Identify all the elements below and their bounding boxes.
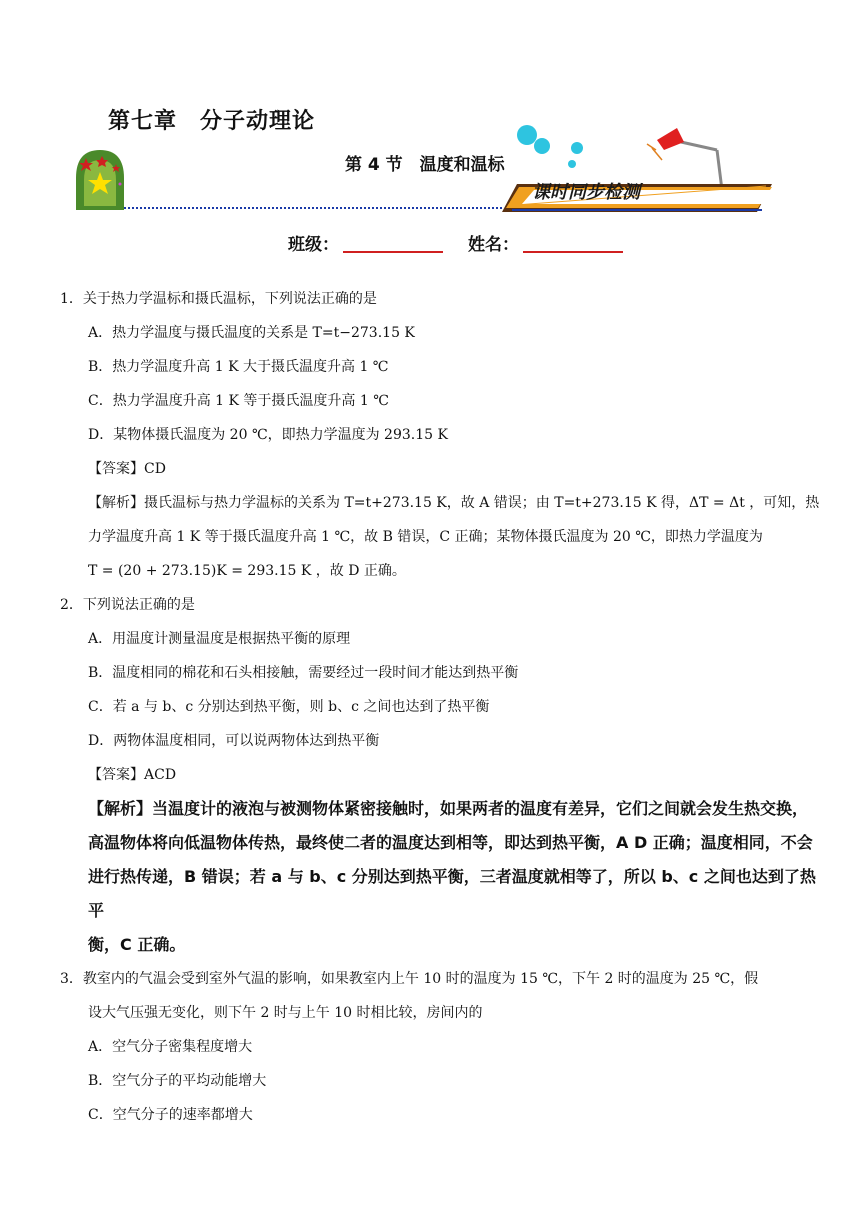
q3-option-a: A．空气分子密集程度增大 bbox=[88, 1039, 253, 1055]
name-label: 姓名： bbox=[468, 235, 519, 255]
q1-option-a: A．热力学温度与摄氏温度的关系是 T=t−273.15 K bbox=[88, 325, 415, 341]
q2-stem: 2．下列说法正确的是 bbox=[60, 597, 195, 613]
question-list bbox=[60, 282, 830, 1132]
q1-option-c: C．热力学温度升高 1 K 等于摄氏温度升高 1 ℃ bbox=[88, 393, 389, 409]
q2-answer: 【答案】ACD bbox=[88, 767, 177, 783]
q1-explanation-line3: T = (20 + 273.15)K = 293.15 K ，故 D 正确。 bbox=[88, 563, 406, 579]
q2-explanation-line3: 进行热传递，B 错误；若 a 与 b、c 分别达到热平衡，三者温度就相等了，所以 b、c 之间也达到了热平 bbox=[88, 867, 816, 920]
q1-option-b: B．热力学温度升高 1 K 大于摄氏温度升高 1 ℃ bbox=[88, 359, 389, 375]
q1-option-d: D．某物体摄氏温度为 20 ℃，即热力学温度为 293.15 K bbox=[88, 427, 448, 443]
section-title: 第 4 节 温度和温标 bbox=[345, 155, 505, 175]
q3-stem-line2: 设大气压强无变化，则下午 2 时与上午 10 时相比较，房间内的 bbox=[88, 1005, 483, 1021]
q3-option-b: B．空气分子的平均动能增大 bbox=[88, 1073, 267, 1089]
q3-option-c: C．空气分子的速率都增大 bbox=[88, 1107, 253, 1123]
q2-explanation-line4: 衡，C 正确。 bbox=[88, 935, 186, 954]
desk-lamp-icon bbox=[647, 128, 722, 190]
class-blank[interactable] bbox=[343, 235, 443, 253]
name-field bbox=[468, 230, 623, 255]
q3-stem-line1: 3．教室内的气温会受到室外气温的影响，如果教室内上午 10 时的温度为 15 ℃，下午 2 时的温度为 25 ℃，假 bbox=[60, 971, 759, 987]
q2-option-a: A．用温度计测量温度是根据热平衡的原理 bbox=[88, 631, 351, 647]
q1-answer: 【答案】CD bbox=[88, 461, 166, 477]
q2-explanation-line1: 【解析】当温度计的液泡与被测物体紧密接触时，如果两者的温度有差异，它们之间就会发生热交换， bbox=[88, 799, 809, 818]
bubbles-icon bbox=[517, 125, 583, 168]
q2-explanation-line2: 高温物体将向低温物体传热，最终使二者的温度达到相等，即达到热平衡，A D 正确；温度相同，不会 bbox=[88, 833, 813, 852]
chapter-title: 第七章 分子动理论 bbox=[108, 109, 316, 134]
q1-stem: 1．关于热力学温标和摄氏温标，下列说法正确的是 bbox=[60, 291, 377, 307]
class-field bbox=[288, 230, 443, 255]
q1-explanation-line2: 力学温度升高 1 K 等于摄氏温度升高 1 ℃，故 B 错误，C 正确；某物体摄氏温度为 20 ℃，即热力学温度为 bbox=[88, 529, 763, 545]
banner-label: 课时同步检测 bbox=[532, 182, 640, 203]
q2-option-d: D．两物体温度相同，可以说两物体达到热平衡 bbox=[88, 733, 380, 749]
name-blank[interactable] bbox=[523, 235, 623, 253]
q2-option-c: C．若 a 与 b、c 分别达到热平衡，则 b、c 之间也达到了热平衡 bbox=[88, 699, 490, 715]
class-label: 班级： bbox=[288, 235, 339, 255]
q1-explanation-line1: 【解析】摄氏温标与热力学温标的关系为 T=t+273.15 K，故 A 错误；由 T=t+273.15 K 得，ΔT = Δt ，可知，热 bbox=[88, 495, 820, 511]
star-badge-icon bbox=[76, 150, 124, 210]
q2-option-b: B．温度相同的棉花和石头相接触，需要经过一段时间才能达到热平衡 bbox=[88, 665, 519, 681]
